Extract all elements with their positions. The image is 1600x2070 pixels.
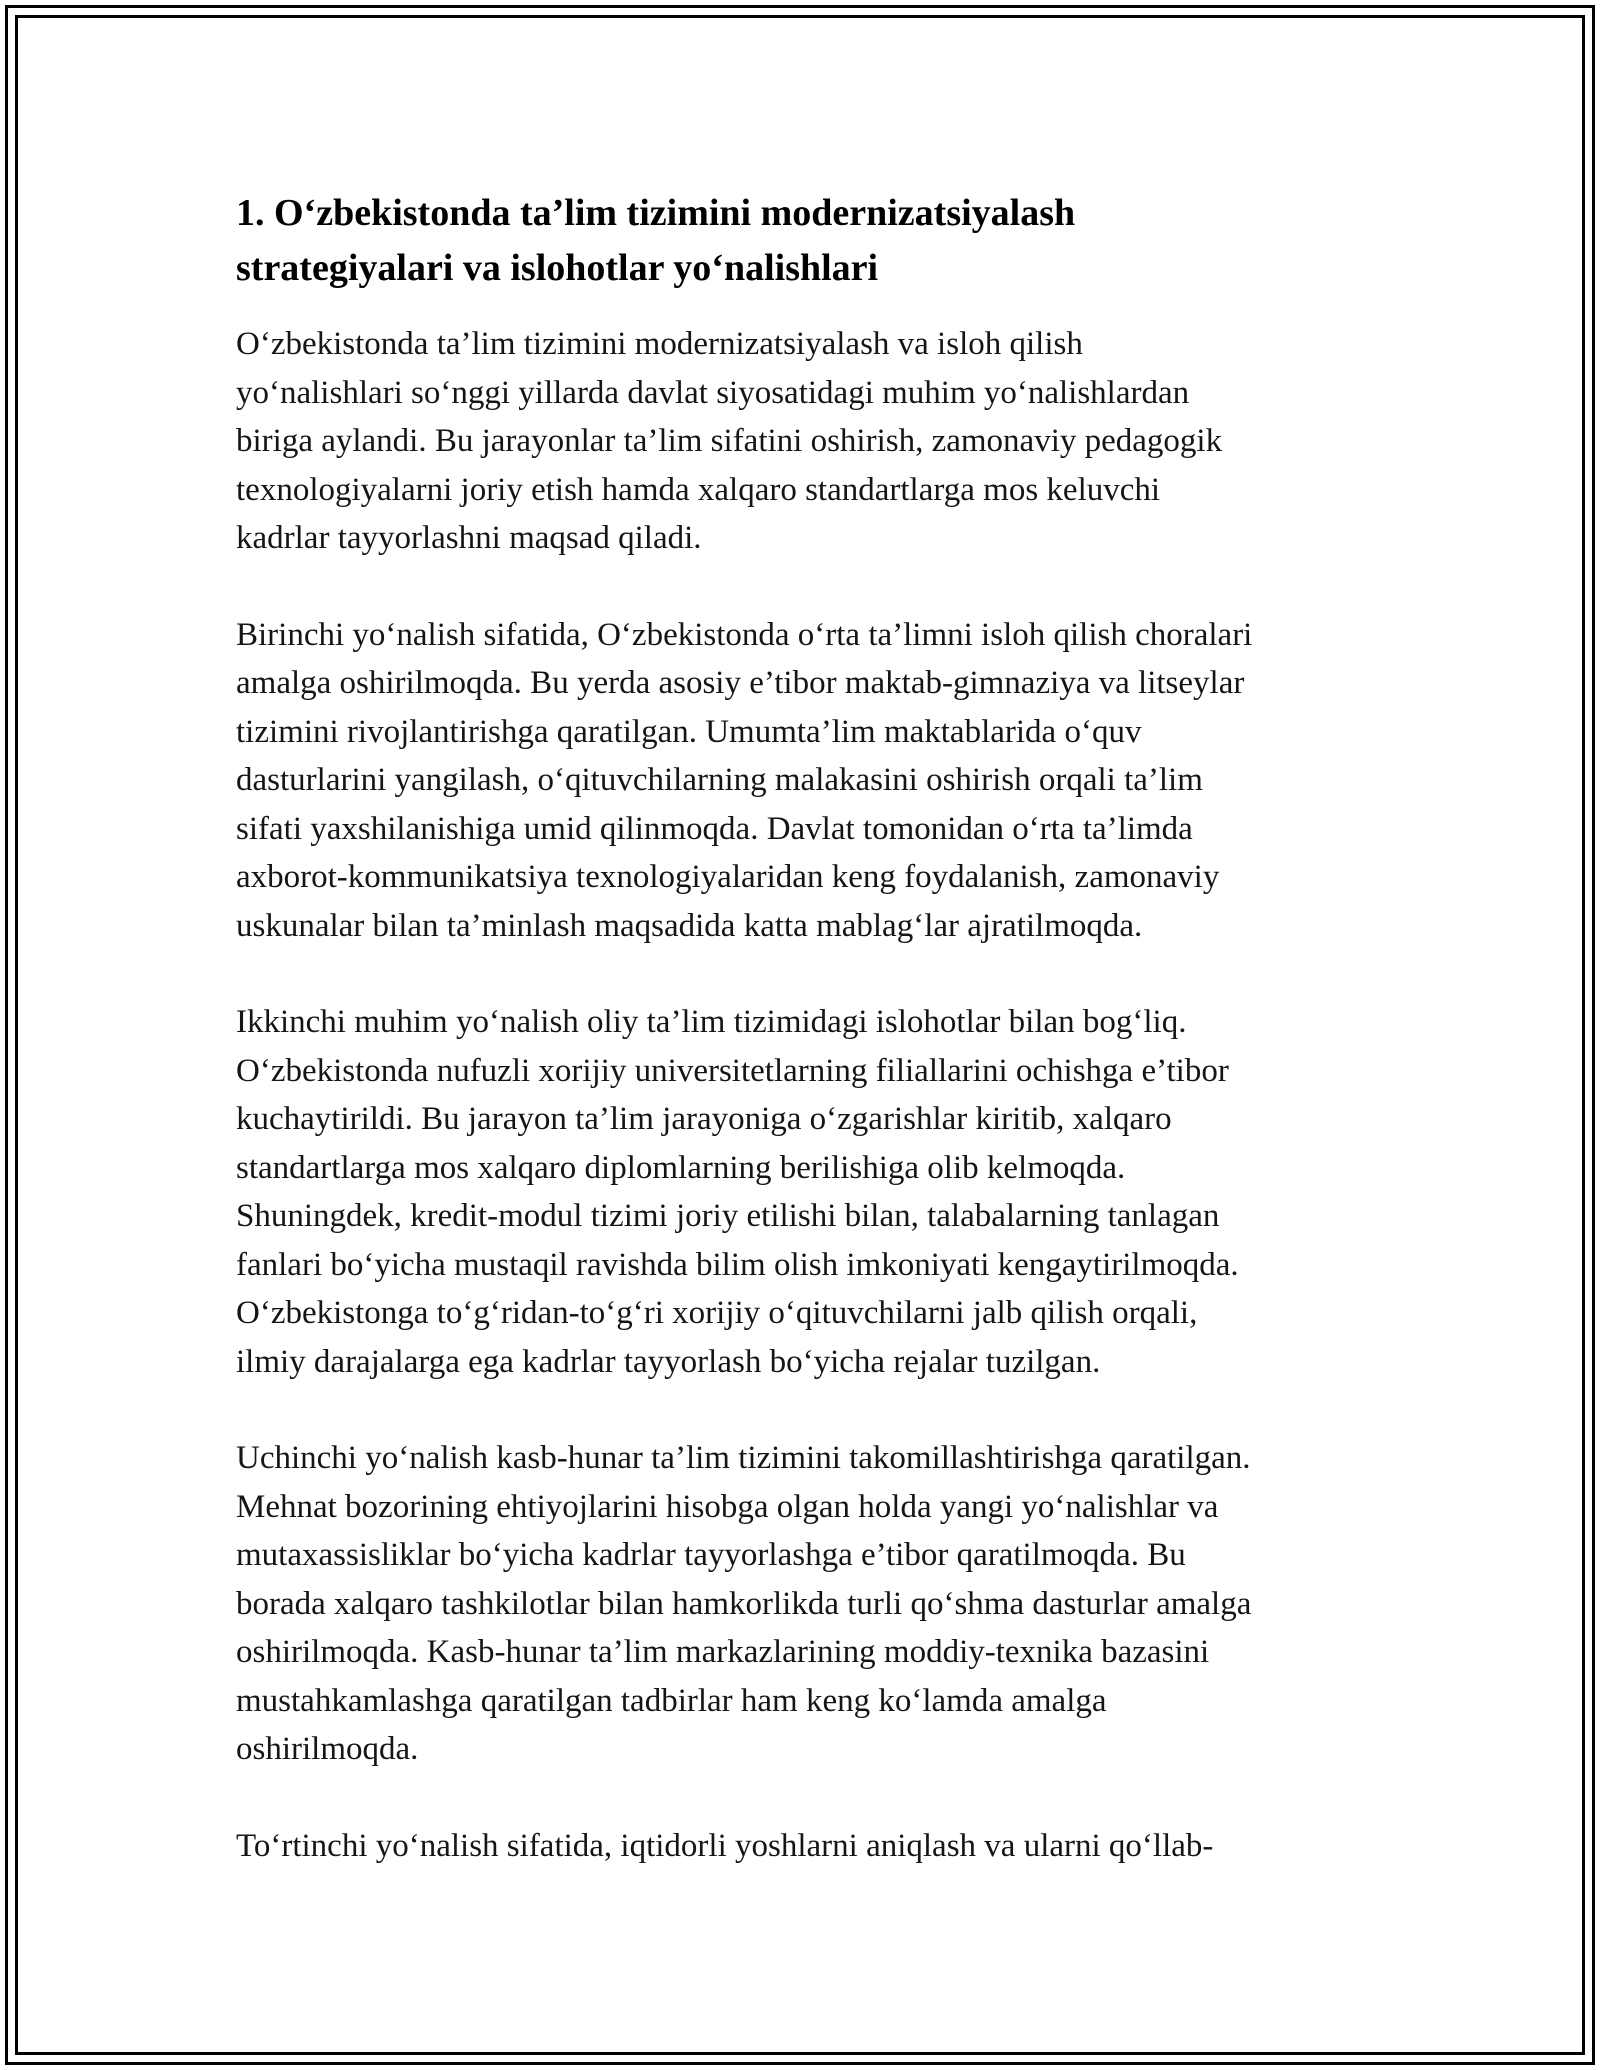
- text-line: amalga oshirilmoqda. Bu yerda asosiy e’tibor maktab-gimnaziya va litseylar: [236, 665, 1245, 701]
- heading-line: strategiyalari va islohotlar yo‘nalishlari: [236, 247, 879, 289]
- text-line: fanlari bo‘yicha mustaqil ravishda bilim olish imkoniyati kengaytirilmoqda.: [236, 1246, 1239, 1283]
- text-line: To‘rtinchi yo‘nalish sifatida, iqtidorli yoshlarni aniqlash va ularni qo‘llab-: [236, 1827, 1214, 1864]
- paragraph-third-direction: [236, 1434, 1416, 1774]
- text-line: ilmiy darajalarga ega kadrlar tayyorlash bo‘yicha rejalar tuzilgan.: [236, 1343, 1101, 1380]
- heading-line: 1. O‘zbekistonda ta’lim tizimini modernizatsiyalash: [236, 192, 1076, 234]
- text-line: uskunalar bilan ta’minlash maqsadida katta mablag‘lar ajratilmoqda.: [236, 907, 1143, 944]
- section-heading: [236, 186, 1416, 296]
- text-line: O‘zbekistonda ta’lim tizimini modernizatsiyalash va isloh qilish: [236, 326, 1083, 362]
- text-line: borada xalqaro tashkilotlar bilan hamkorlikda turli qo‘shma dasturlar amalga: [236, 1585, 1252, 1622]
- text-line: dasturlarini yangilash, o‘qituvchilarning malakasini oshirish orqali ta’lim: [236, 762, 1203, 798]
- text-line: O‘zbekistonda nufuzli xorijiy universitetlarning filiallarini ochishga e’tibor: [236, 1052, 1229, 1089]
- text-line: Uchinchi yo‘nalish kasb-hunar ta’lim tizimini takomillashtirishga qaratilgan.: [236, 1440, 1251, 1476]
- text-line: standartlarga mos xalqaro diplomlarning berilishiga olib kelmoqda.: [236, 1149, 1126, 1186]
- text-line: Ikkinchi muhim yo‘nalish oliy ta’lim tizimidagi islohotlar bilan bog‘liq.: [236, 1004, 1187, 1040]
- text-line: axborot-kommunikatsiya texnologiyalaridan keng foydalanish, zamonaviy: [236, 859, 1220, 895]
- paragraph-intro: [236, 320, 1416, 563]
- paragraph-first-direction: [236, 611, 1416, 951]
- text-line: tizimini rivojlantirishga qaratilgan. Umumta’lim maktablarida o‘quv: [236, 713, 1142, 750]
- text-line: Birinchi yo‘nalish sifatida, O‘zbekistonda o‘rta ta’limni isloh qilish choralari: [236, 616, 1253, 653]
- text-line: oshirilmoqda. Kasb-hunar ta’lim markazlarining moddiy-texnika bazasini: [236, 1634, 1210, 1670]
- text-line: biriga aylandi. Bu jarayonlar ta’lim sifatini oshirish, zamonaviy pedagogik: [236, 423, 1223, 459]
- text-line: texnologiyalarni joriy etish hamda xalqaro standartlarga mos keluvchi: [236, 471, 1161, 508]
- text-line: mustahkamlashga qaratilgan tadbirlar ham keng ko‘lamda amalga: [236, 1682, 1107, 1719]
- text-line: Shuningdek, kredit-modul tizimi joriy etilishi bilan, talabalarning tanlagan: [236, 1198, 1220, 1234]
- text-line: kadrlar tayyorlashni maqsad qiladi.: [236, 520, 702, 556]
- text-line: kuchaytirildi. Bu jarayon ta’lim jarayoniga o‘zgarishlar kiritib, xalqaro: [236, 1101, 1172, 1137]
- document-body: [236, 186, 1416, 1870]
- text-line: mutaxassisliklar bo‘yicha kadrlar tayyorlashga e’tibor qaratilmoqda. Bu: [236, 1537, 1186, 1573]
- text-line: yo‘nalishlari so‘nggi yillarda davlat siyosatidagi muhim yo‘nalishlardan: [236, 374, 1190, 411]
- paragraph-second-direction: [236, 998, 1416, 1386]
- text-line: Mehnat bozorining ehtiyojlarini hisobga olgan holda yangi yo‘nalishlar va: [236, 1488, 1219, 1525]
- text-line: O‘zbekistonga to‘g‘ridan-to‘g‘ri xorijiy o‘qituvchilarni jalb qilish orqali,: [236, 1295, 1198, 1331]
- paragraph-fourth-direction: [236, 1822, 1416, 1871]
- text-line: sifati yaxshilanishiga umid qilinmoqda. Davlat tomonidan o‘rta ta’limda: [236, 810, 1193, 847]
- text-line: oshirilmoqda.: [236, 1731, 419, 1767]
